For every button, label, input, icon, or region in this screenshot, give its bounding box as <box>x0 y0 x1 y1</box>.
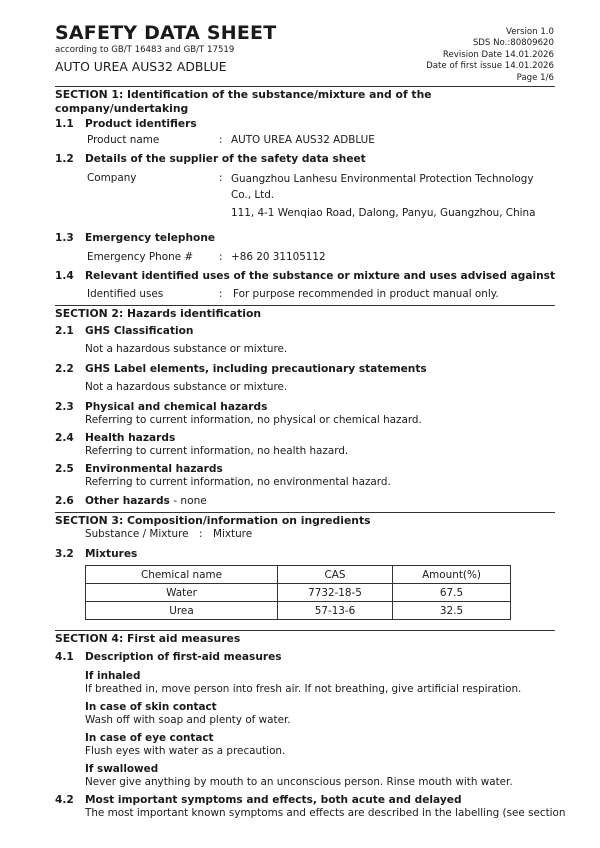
page-number: Page 1/6 <box>516 72 554 83</box>
heading-2-4 <box>55 431 555 445</box>
company-name-line-2: Co., Ltd. <box>231 189 275 201</box>
heading-number: 4.2 <box>55 794 74 806</box>
heading-1-3 <box>55 231 555 245</box>
table-row <box>86 602 511 620</box>
ghs-classification-text: Not a hazardous substance or mixture. <box>85 343 288 355</box>
heading-text: Physical and chemical hazards <box>85 401 268 413</box>
product-name-header: AUTO UREA AUS32 ADBLUE <box>55 59 227 74</box>
field-label: Emergency Phone # <box>87 251 194 263</box>
standard-reference: according to GB/T 16483 and GB/T 17519 <box>55 45 235 55</box>
table-header-cell: CAS <box>278 566 393 584</box>
field-colon: : <box>219 172 223 184</box>
product-name-row <box>55 133 555 147</box>
table-cell: 67.5 <box>393 584 511 602</box>
emergency-phone-row <box>55 250 555 264</box>
header-right <box>426 27 554 84</box>
heading-1-4 <box>55 269 555 283</box>
heading-text: Product identifiers <box>85 118 197 130</box>
section-3-title: SECTION 3: Composition/information on ingredients <box>55 512 555 528</box>
table-header-cell: Chemical name <box>86 566 278 584</box>
physical-hazards-text: Referring to current information, no physical or chemical hazard. <box>85 414 422 426</box>
heading-number: 1.3 <box>55 232 74 244</box>
heading-text: Emergency telephone <box>85 232 216 244</box>
if-inhaled-heading: If inhaled <box>85 670 141 682</box>
heading-number: 1.4 <box>55 270 74 282</box>
table-cell: 7732-18-5 <box>278 584 393 602</box>
heading-text: Health hazards <box>85 432 176 444</box>
field-colon: : <box>219 288 223 300</box>
field-value: +86 20 31105112 <box>231 251 326 263</box>
heading-number: 2.1 <box>55 325 74 337</box>
heading-text: Description of first-aid measures <box>85 651 282 663</box>
company-address: 111, 4-1 Wenqiao Road, Dalong, Panyu, Guangzhou, China <box>231 207 536 219</box>
heading-3-2 <box>55 547 555 561</box>
section-2-title: SECTION 2: Hazards identification <box>55 305 555 321</box>
table-header-row <box>86 566 511 584</box>
eye-contact-heading: In case of eye contact <box>85 732 214 744</box>
company-name-line-1: Guangzhou Lanhesu Environmental Protection Technology <box>231 173 534 185</box>
document-title: SAFETY DATA SHEET <box>55 22 277 44</box>
heading-number: 2.4 <box>55 432 74 444</box>
heading-text: Details of the supplier of the safety data sheet <box>85 153 366 165</box>
field-value <box>231 171 536 221</box>
heading-2-2 <box>55 362 555 376</box>
field-label: Substance / Mixture <box>85 528 189 540</box>
ghs-label-text: Not a hazardous substance or mixture. <box>85 381 288 393</box>
eye-contact-text: Flush eyes with water as a precaution. <box>85 745 286 757</box>
identified-uses-row <box>55 287 555 301</box>
heading-text: Most important symptoms and effects, both acute and delayed <box>85 794 462 806</box>
heading-2-5 <box>55 462 555 476</box>
field-label: Identified uses <box>87 288 164 300</box>
section-1-title: SECTION 1: Identification of the substance/mixture and of the company/undertaking <box>55 86 555 116</box>
heading-number: 2.3 <box>55 401 74 413</box>
table-cell: 32.5 <box>393 602 511 620</box>
field-colon: : <box>219 251 223 263</box>
heading-4-1 <box>55 650 555 664</box>
heading-2-6 <box>55 494 555 508</box>
section-4-title: SECTION 4: First aid measures <box>55 630 555 646</box>
sds-number: SDS No.:80809620 <box>472 38 554 49</box>
table-cell: 57-13-6 <box>278 602 393 620</box>
table-header-cell: Amount(%) <box>393 566 511 584</box>
first-issue-date: Date of first issue 14.01.2026 <box>426 61 554 72</box>
heading-number: 2.5 <box>55 463 74 475</box>
document-body <box>55 86 566 820</box>
field-label: Product name <box>87 134 160 146</box>
other-hazards-value: - none <box>169 495 207 507</box>
company-row <box>55 171 555 221</box>
heading-4-2 <box>55 793 555 807</box>
revision-date: Revision Date 14.01.2026 <box>442 49 554 60</box>
symptoms-text: The most important known symptoms and effects are described in the labelling (see section <box>85 807 566 819</box>
substance-mixture-row <box>55 527 555 541</box>
mixtures-table <box>85 565 511 620</box>
heading-number: 4.1 <box>55 651 74 663</box>
field-label: Company <box>87 172 137 184</box>
skin-contact-text: Wash off with soap and plenty of water. <box>85 714 291 726</box>
heading-text: GHS Classification <box>85 325 194 337</box>
table-row <box>86 584 511 602</box>
field-colon: : <box>219 134 223 146</box>
heading-2-1 <box>55 324 555 338</box>
heading-2-3 <box>55 400 555 414</box>
if-swallowed-text: Never give anything by mouth to an unconscious person. Rinse mouth with water. <box>85 776 513 788</box>
heading-number: 2.6 <box>55 495 74 507</box>
table-cell: Water <box>86 584 278 602</box>
heading-1-2 <box>55 152 555 166</box>
heading-number: 1.1 <box>55 118 74 130</box>
if-inhaled-text: If breathed in, move person into fresh air. If not breathing, give artificial respiration. <box>85 683 522 695</box>
heading-number: 2.2 <box>55 363 74 375</box>
heading-number: 1.2 <box>55 153 74 165</box>
table-cell: Urea <box>86 602 278 620</box>
heading-text: Mixtures <box>85 548 138 560</box>
field-value: Mixture <box>213 528 253 540</box>
heading-1-1 <box>55 117 555 131</box>
heading-text: GHS Label elements, including precautionary statements <box>85 363 427 375</box>
field-value: For purpose recommended in product manual only. <box>233 288 499 300</box>
header-left <box>55 22 276 75</box>
heading-number: 3.2 <box>55 548 74 560</box>
heading-text: Relevant identified uses of the substance or mixture and uses advised against <box>85 270 556 282</box>
environmental-hazards-text: Referring to current information, no environmental hazard. <box>85 476 391 488</box>
heading-text: Environmental hazards <box>85 463 223 475</box>
field-value: AUTO UREA AUS32 ADBLUE <box>231 134 375 146</box>
version: Version 1.0 <box>506 27 554 37</box>
skin-contact-heading: In case of skin contact <box>85 701 217 713</box>
heading-text: Other hazards <box>85 495 170 507</box>
field-colon: : <box>199 528 203 540</box>
health-hazards-text: Referring to current information, no health hazard. <box>85 445 349 457</box>
if-swallowed-heading: If swallowed <box>85 763 159 775</box>
